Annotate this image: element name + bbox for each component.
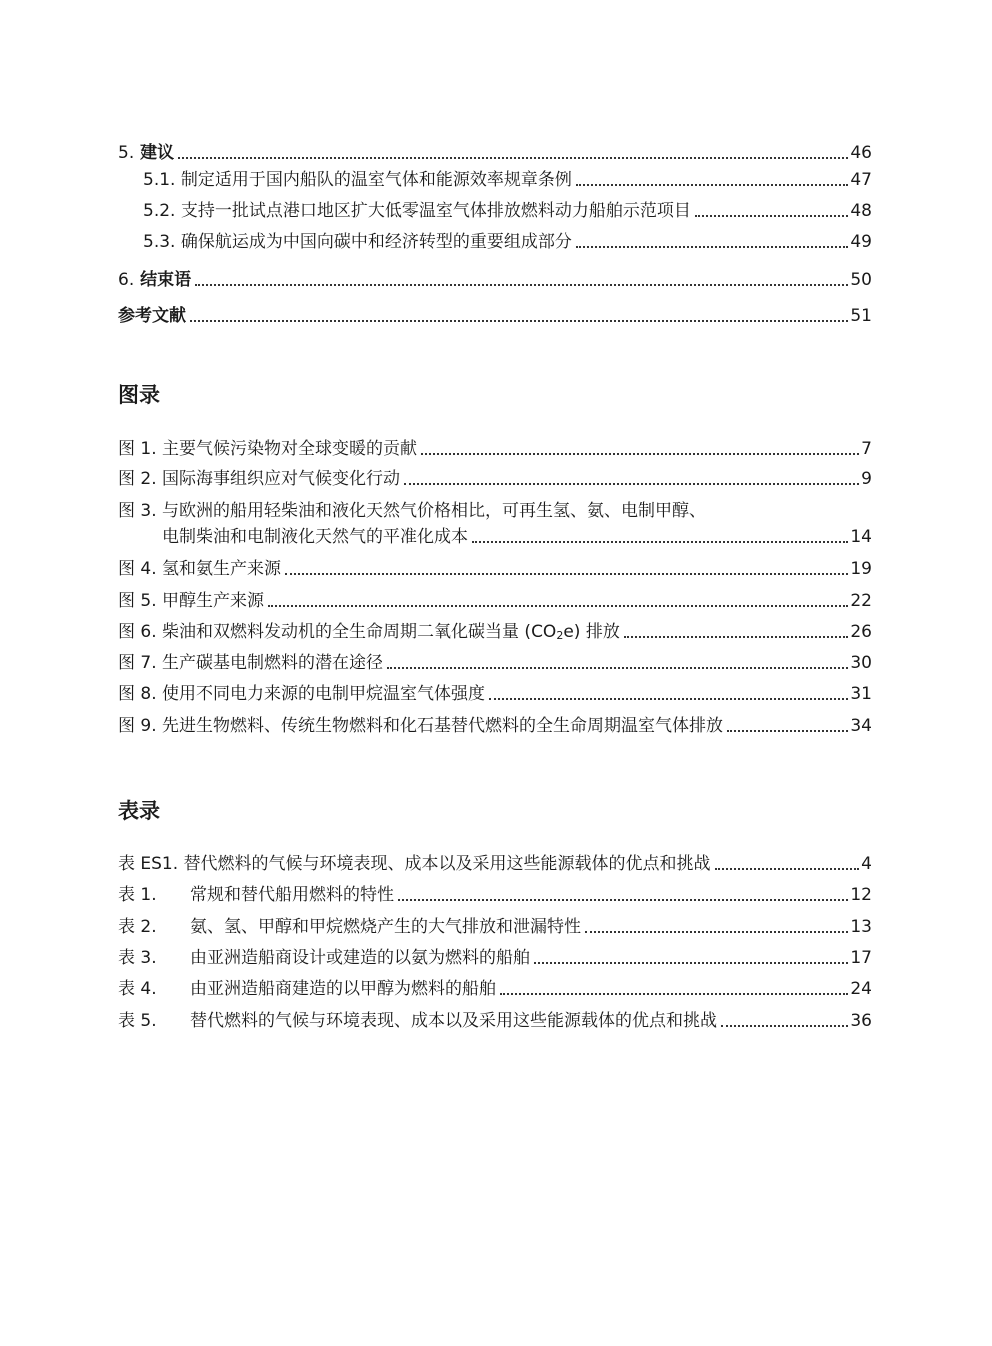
page-number: 14 [850,527,872,547]
figure-entry[interactable] [118,586,872,612]
toc-entry-label: 图 2. 国际海事组织应对气候变化行动 [118,469,401,489]
page-number: 7 [861,439,872,459]
dot-leader [398,899,848,901]
toc-entry-label: 5. 建议 [118,143,175,163]
page-number: 36 [850,1011,872,1031]
figure-entry[interactable] [118,617,872,643]
table-entry[interactable] [118,974,872,1000]
table-entry[interactable] [118,943,872,969]
page-number: 31 [850,684,872,704]
table-entry[interactable] [118,849,872,875]
page-number: 26 [850,622,872,642]
dot-leader [268,605,848,607]
page-number: 4 [861,854,872,874]
toc-entry-label: 5.2. 支持一批试点港口地区扩大低零温室气体排放燃料动力船舶示范项目 [143,201,691,221]
toc-entry-label: 图 7. 生产碳基电制燃料的潜在途径 [118,653,384,673]
toc-entry-label: 5.3. 确保航运成为中国向碳中和经济转型的重要组成部分 [143,232,572,252]
dot-leader [178,157,848,159]
page-number: 24 [850,979,872,999]
toc-entry-label: 图 9. 先进生物燃料、传统生物燃料和化石基替代燃料的全生命周期温室气体排放 [118,716,724,736]
dot-leader [472,541,848,543]
toc-entry-label: 参考文献 [118,306,186,326]
dot-leader [721,1025,848,1027]
toc-entry-prefix: 图 3. [118,501,157,521]
table-entry[interactable] [118,1006,872,1032]
toc-entry-5[interactable] [118,138,872,164]
page-number: 19 [850,559,872,579]
dot-leader [404,483,859,485]
dot-leader [489,698,848,700]
figures-heading: 图录 [118,383,160,407]
figure-entry[interactable] [118,711,872,737]
dot-leader [500,993,848,995]
dot-leader [715,868,860,870]
page-number: 13 [850,917,872,937]
toc-entry-label: 图 6. 柴油和双燃料发动机的全生命周期二氧化碳当量 $(CO_2e)$ 排放 [118,622,620,642]
figure-entry[interactable] [118,679,872,705]
toc-entry-label: 图 5. 甲醇生产来源 [118,591,265,611]
page-number: 34 [850,716,872,736]
figure-entry-line-2[interactable] [162,522,872,548]
tables-heading: 表录 [118,799,160,823]
toc-entry-label: 表 ES1. 替代燃料的气候与环境表现、成本以及采用这些能源载体的优点和挑战 [118,854,711,874]
toc-entry-references[interactable] [118,301,872,327]
toc-entry-label: 图 8. 使用不同电力来源的电制甲烷温室气体强度 [118,684,486,704]
dot-leader [190,320,848,322]
page-number: 49 [850,232,872,252]
dot-leader [387,667,848,669]
toc-entry-label: 电制柴油和电制液化天然气的平准化成本 [162,527,468,547]
dot-leader [695,215,849,217]
page-number: 12 [850,885,872,905]
page-number: 48 [850,201,872,221]
dot-leader [727,730,848,732]
page-number: 17 [850,948,872,968]
toc-entry-label: 图 1. 主要气候污染物对全球变暖的贡献 [118,439,418,459]
toc-entry-label: 表 2. 氨、氢、甲醇和甲烷燃烧产生的大气排放和泄漏特性 [118,917,581,937]
toc-entry-label: 6. 结束语 [118,270,192,290]
page-number: 9 [861,469,872,489]
toc-entry-5-1[interactable] [143,165,872,191]
figure-entry[interactable] [118,554,872,580]
dot-leader [421,453,859,455]
dot-leader [585,931,848,933]
toc-entry-label: 5.1. 制定适用于国内船队的温室气体和能源效率规章条例 [143,170,572,190]
table-entry[interactable] [118,880,872,906]
page-number: 50 [850,270,872,290]
page-number: 51 [850,306,872,326]
dot-leader [576,184,849,186]
figure-entry[interactable] [118,434,872,460]
toc-entry-label: 与欧洲的船用轻柴油和液化天然气价格相比，可再生氢、氨、电制甲醇、 [162,501,707,521]
toc-entry-label: 表 4. 由亚洲造船商建造的以甲醇为燃料的船舶 [118,979,496,999]
table-entry[interactable] [118,912,872,938]
figure-entry-line-1[interactable] [118,496,872,522]
toc-entry-6[interactable] [118,265,872,291]
toc-entry-5-2[interactable] [143,196,872,222]
dot-leader [624,636,849,638]
page-number: 30 [850,653,872,673]
dot-leader [576,246,849,248]
toc-entry-label: 表 5. 替代燃料的气候与环境表现、成本以及采用这些能源载体的优点和挑战 [118,1011,717,1031]
toc-entry-label: 表 1. 常规和替代船用燃料的特性 [118,885,394,905]
subscript: 2 [556,629,564,642]
figure-entry[interactable] [118,648,872,674]
page-number: 22 [850,591,872,611]
dot-leader [534,962,848,964]
toc-entry-5-3[interactable] [143,227,872,253]
figure-entry[interactable] [118,464,872,490]
page-number: 47 [850,170,872,190]
toc-entry-label: 表 3. 由亚洲造船商设计或建造的以氨为燃料的船舶 [118,948,530,968]
page-number: 46 [850,143,872,163]
dot-leader [195,284,848,286]
dot-leader [285,573,848,575]
toc-entry-label: 图 4. 氢和氨生产来源 [118,559,282,579]
